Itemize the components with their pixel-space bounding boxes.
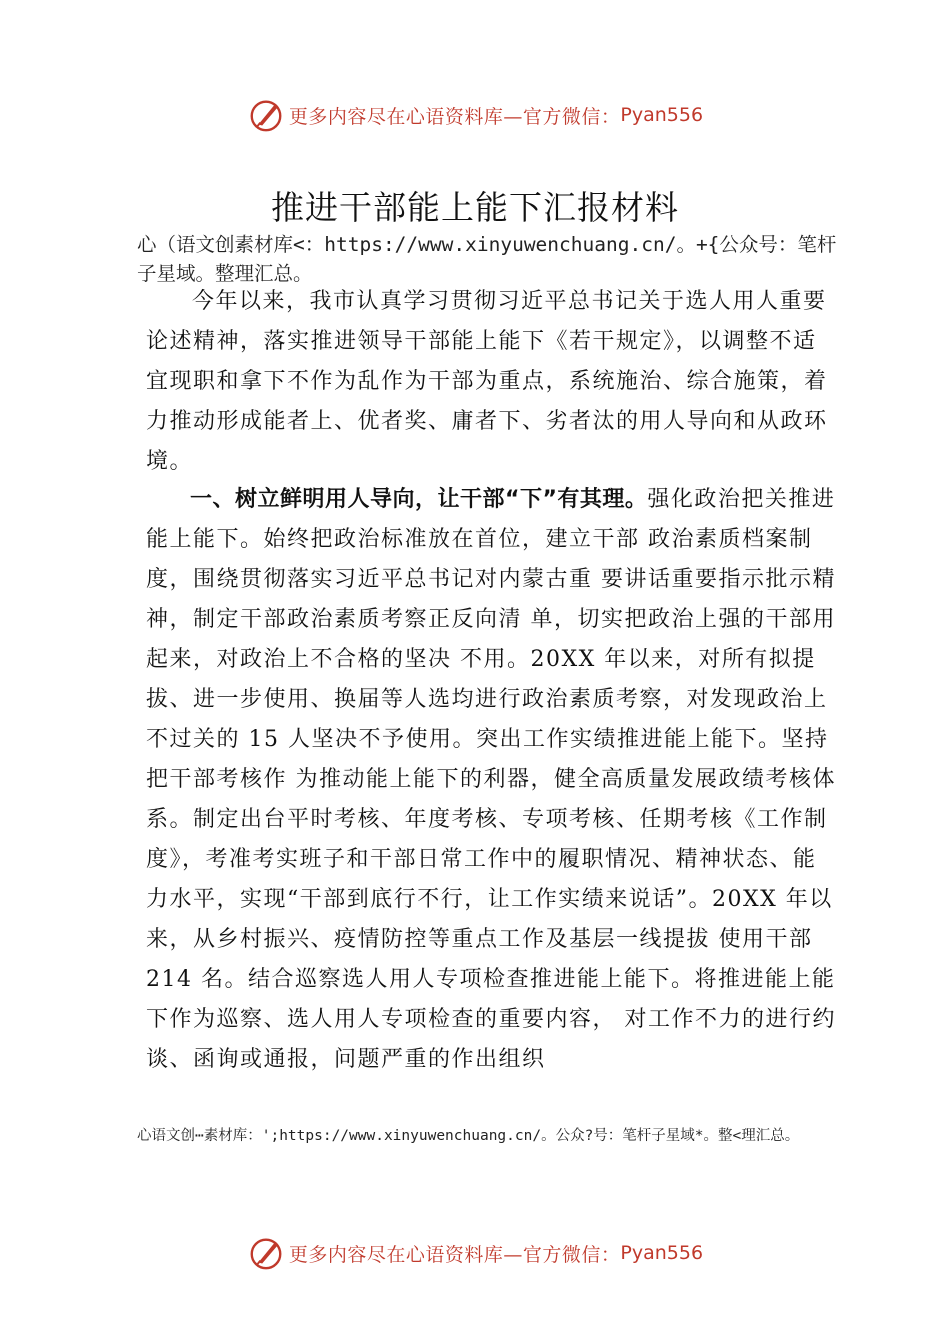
banner-text: 更多内容尽在心语资料库—官方微信：	[288, 105, 621, 128]
paragraph-section-one	[146, 480, 836, 1080]
section-heading: 一、树立鲜明用人导向，让干部“下”有其理。	[190, 487, 648, 512]
section-body: 强化政治把关推进能上能下。始终把政治标准放在首位，建立干部 政治素质档案制度，围绕贯彻落实习近平总书记对内蒙古重 要讲话重要指示批示精神，制定干部政治素质考察正反向清 单，切实把政治上强的干部用起来，对政治上不合格的坚决 不用。20XX 年以来，对所有拟提拔、进一步使用、换届等人选均进行政治素质考察，对发现政治上不过关的 15 人坚决不予使用。突出工作实绩推进能上能下。坚持把干部考核作 为推动能上能下的利器，健全高质量发展政绩考核体系。制定出台平时考核、年度考核、专项考核、任期考核《工作制 度》，考准考实班子和干部日常工作中的履职情况、精神状态、能力水平，实现“干部到底行不行，让工作实绩来说话”。20XX 年以来，从乡村振兴、疫情防控等重点工作及基层一线提拔 使用干部 214 名。结合巡察选人用人专项检查推进能上能下。将推进能上能下作为巡察、选人用人专项检查的重要内容， 对工作不力的进行约谈、函询或通报，问题严重的作出组织	[146, 487, 836, 1072]
banner-wechat-handle: Pyan556	[620, 1242, 704, 1264]
banner-text: 更多内容尽在心语资料库—官方微信：	[288, 1243, 621, 1266]
banner-wechat-handle: Pyan556	[620, 104, 704, 126]
quill-circle-icon	[247, 1234, 285, 1272]
quill-circle-icon	[247, 96, 285, 134]
footer-banner	[0, 1233, 950, 1273]
header-banner	[0, 95, 950, 135]
source-note: 心（语文创素材库<：https://www.xinyuwenchuang.cn/。+{公众号：笔杆子星域。整理汇总。	[137, 233, 837, 285]
document-title: 推进干部能上能下汇报材料	[271, 188, 679, 227]
footer-note: 心语文创⋯素材库：';https://www.xinyuwenchuang.cn/。公众?号：笔杆子星域*。整<理汇总。	[137, 1128, 800, 1144]
paragraph-intro: 今年以来，我市认真学习贯彻习近平总书记关于选人用人重要论述精神，落实推进领导干部能上能下《若干规定》，以调整不适宜现职和拿下不作为乱作为干部为重点，系统施治、综合施策，着力推动形成能者上、优者奖、庸者下、劣者汰的用人导向和从政环境。	[146, 289, 828, 474]
